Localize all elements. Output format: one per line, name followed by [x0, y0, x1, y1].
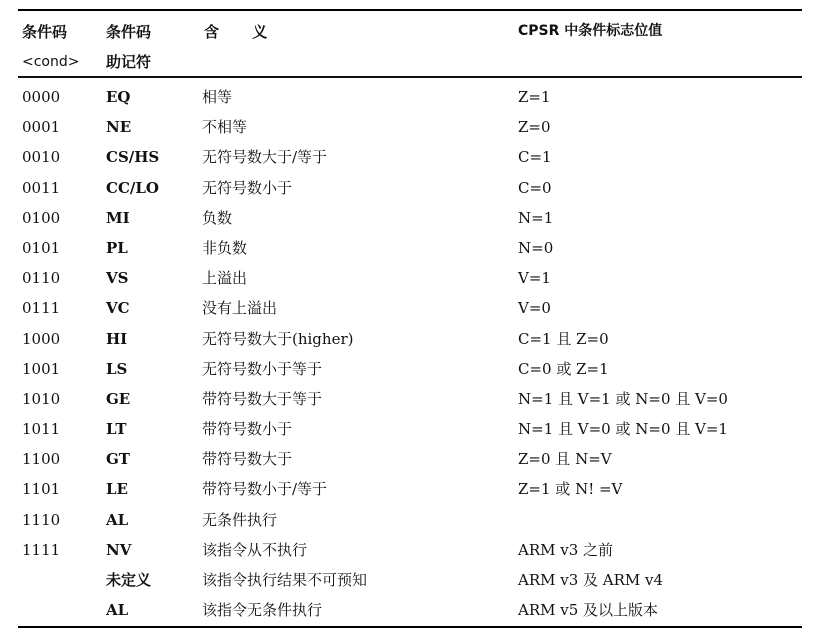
row-flags: C=1: [518, 148, 552, 167]
row-code: 1011: [22, 420, 61, 439]
row-meaning: 负数: [202, 208, 233, 227]
row-mnemonic: NV: [106, 540, 132, 559]
row-mnemonic: GE: [106, 389, 131, 408]
row-mnemonic: MI: [106, 208, 130, 227]
row-meaning: 带符号数大于等于: [202, 389, 323, 408]
row-meaning: 无符号数小于: [202, 178, 293, 197]
header-meaning-label: 含 义: [204, 23, 282, 41]
row-flags: C=0: [518, 178, 552, 197]
row-meaning: 非负数: [202, 238, 248, 257]
row-code: 1001: [22, 359, 61, 378]
table-row: [0, 114, 817, 144]
row-mnemonic: GT: [106, 450, 130, 469]
row-code: 1100: [22, 450, 61, 469]
row-meaning: 上溢出: [202, 269, 248, 288]
row-flags: C=0 或 Z=1: [518, 359, 609, 378]
row-flags: ARM v5 及以上版本: [518, 601, 659, 620]
table-row: [0, 386, 817, 416]
table-row: [0, 416, 817, 446]
table-header-rule: [18, 76, 802, 78]
row-flags: Z=1 或 N! =V: [518, 480, 623, 499]
row-code: 0111: [22, 299, 61, 318]
row-flags: N=1: [518, 208, 554, 227]
row-mnemonic: PL: [106, 238, 128, 257]
row-code: 0000: [22, 88, 61, 106]
row-meaning: 无条件执行: [202, 510, 278, 529]
table-row: [0, 356, 817, 386]
row-code: 0010: [22, 148, 61, 167]
table-body: [0, 84, 817, 627]
row-meaning: 没有上溢出: [202, 299, 278, 318]
row-meaning: 相等: [202, 88, 233, 106]
row-mnemonic: LT: [106, 420, 127, 439]
row-mnemonic: HI: [106, 329, 128, 348]
row-flags: V=1: [518, 269, 551, 288]
row-mnemonic: EQ: [106, 88, 131, 106]
header-mnemonic-label: 条件码: [106, 23, 152, 41]
table-bottom-rule: [18, 626, 802, 628]
row-code: 0110: [22, 269, 61, 288]
row-flags: N=0: [518, 238, 554, 257]
row-flags: ARM v3 及 ARM v4: [518, 571, 664, 589]
table-row: [0, 84, 817, 114]
table-row: [0, 144, 817, 174]
row-flags: Z=0 且 N=V: [518, 450, 612, 469]
table-row: [0, 265, 817, 295]
row-meaning: 带符号数小于/等于: [202, 480, 328, 499]
row-code: 1000: [22, 329, 61, 348]
header-code-label: 条件码: [22, 23, 68, 41]
table-row: [0, 205, 817, 235]
table-row: [0, 175, 817, 205]
row-mnemonic: 未定义: [106, 571, 152, 589]
row-meaning: 该指令从不执行: [202, 540, 308, 559]
row-mnemonic: CC/LO: [106, 178, 159, 197]
table-row: [0, 446, 817, 476]
header-mnemonic-sublabel: 助记符: [106, 53, 152, 71]
row-flags: N=1 且 V=1 或 N=0 且 V=0: [518, 389, 728, 408]
table-row: [0, 567, 817, 597]
table-row: [0, 326, 817, 356]
row-code: 1111: [22, 540, 61, 559]
row-meaning: 带符号数大于: [202, 450, 293, 469]
table-row: [0, 235, 817, 265]
table-row: [0, 507, 817, 537]
header-flags-label: CPSR 中条件标志位值: [518, 23, 663, 39]
row-code: 1101: [22, 480, 61, 499]
row-mnemonic: CS/HS: [106, 148, 160, 167]
row-mnemonic: AL: [106, 510, 129, 529]
header-code-sublabel: <cond>: [22, 54, 80, 70]
row-flags: V=0: [518, 299, 551, 318]
row-code: 0100: [22, 208, 61, 227]
row-code: 0001: [22, 118, 61, 137]
row-meaning: 该指令执行结果不可预知: [202, 571, 368, 589]
table-header: [0, 0, 817, 78]
row-flags: C=1 且 Z=0: [518, 329, 609, 348]
table-row: [0, 537, 817, 567]
table-row: [0, 597, 817, 627]
row-mnemonic: VC: [106, 299, 130, 318]
row-code: 1010: [22, 389, 61, 408]
row-flags: Z=0: [518, 118, 551, 137]
row-flags: N=1 且 V=0 或 N=0 且 V=1: [518, 420, 728, 439]
table-row: [0, 476, 817, 506]
row-mnemonic: LE: [106, 480, 128, 499]
row-mnemonic: AL: [106, 601, 129, 620]
row-code: 0011: [22, 178, 61, 197]
row-meaning: 带符号数小于: [202, 420, 293, 439]
row-code: 0101: [22, 238, 61, 257]
row-meaning: 无符号数大于(higher): [202, 329, 354, 348]
row-mnemonic: VS: [106, 269, 129, 288]
row-meaning: 不相等: [202, 118, 248, 137]
row-flags: Z=1: [518, 88, 551, 106]
row-mnemonic: LS: [106, 359, 128, 378]
row-meaning: 无符号数大于/等于: [202, 148, 328, 167]
row-code: 1110: [22, 510, 61, 529]
row-meaning: 该指令无条件执行: [202, 601, 323, 620]
row-flags: ARM v3 之前: [518, 540, 614, 559]
table-row: [0, 295, 817, 325]
row-mnemonic: NE: [106, 118, 132, 137]
row-meaning: 无符号数小于等于: [202, 359, 323, 378]
